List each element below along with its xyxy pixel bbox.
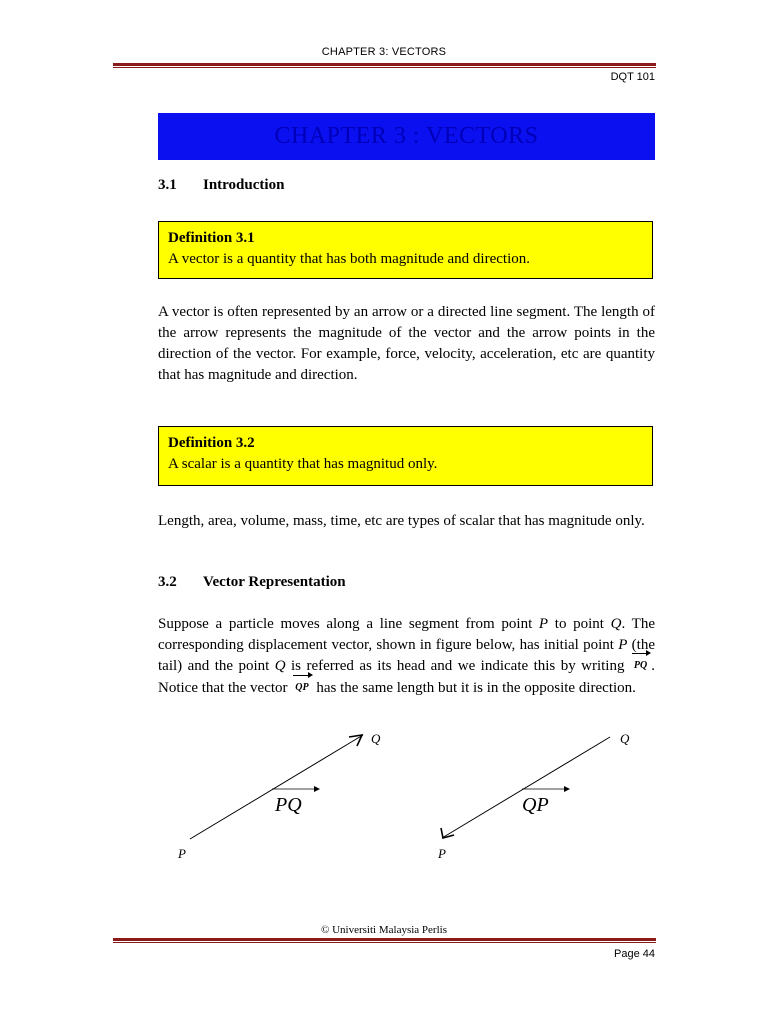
footer-rule <box>113 938 656 941</box>
definition-title: Definition 3.2 <box>168 435 255 451</box>
section-number: 3.1 <box>158 177 177 193</box>
section-title: Vector Representation <box>203 574 346 590</box>
point-p-label: P <box>178 846 186 861</box>
header-rule <box>113 63 656 66</box>
vector-notation: PQ <box>630 655 651 676</box>
header-rule-thin <box>113 67 656 68</box>
text-run: Suppose a particle moves along a line segment from point <box>158 616 539 632</box>
vector-qp-line <box>442 737 610 838</box>
definition-box-vector <box>158 221 653 279</box>
vector-pq-label: PQ <box>275 794 302 816</box>
paragraph-vector-representation <box>158 614 655 700</box>
section-heading-vector-representation <box>158 574 346 591</box>
course-code: DQT 101 <box>610 71 655 83</box>
chapter-banner <box>158 113 655 160</box>
vector-qp-notation-arrow <box>564 786 570 792</box>
point-label: Q <box>274 658 286 674</box>
page-number: Page 44 <box>614 948 655 960</box>
running-header-title: CHAPTER 3: VECTORS <box>321 46 447 58</box>
point-q-label: Q <box>371 731 381 746</box>
vector-figure <box>160 725 650 870</box>
point-p-label: P <box>438 846 446 861</box>
vector-pq-diagram <box>177 731 381 861</box>
vector-qp-label: QP <box>522 794 549 816</box>
vector-pq-line <box>190 735 363 839</box>
definition-box-scalar <box>158 426 653 486</box>
footer-copyright: © Universiti Malaysia Perlis <box>321 924 447 936</box>
text-run: to point <box>548 616 611 632</box>
text-run: has the same length but it is in the opposite direction. <box>312 680 636 696</box>
point-label: P <box>618 637 628 653</box>
text-run: is referred as its head and we indicate this by writing <box>285 658 630 674</box>
vector-qp-arrowhead <box>441 828 454 838</box>
paragraph-vector-description: A vector is often represented by an arrow or a directed line segment. The length of the arrow represents the magnitude of the vector and the arrow points in the direction of the vector. For example, force, velocity, acceleration, etc are quantity that has magnitude and direction. <box>158 304 655 383</box>
vector-notation: QP <box>291 677 312 698</box>
vector-qp-diagram <box>437 731 630 861</box>
section-number: 3.2 <box>158 574 177 590</box>
text-run: (the tail) and the point <box>158 637 655 674</box>
section-title: Introduction <box>203 177 285 193</box>
definition-text: A scalar is a quantity that has magnitud only. <box>168 456 438 472</box>
text-run: . Notice that the vector <box>158 658 655 696</box>
point-label: Q <box>610 616 622 632</box>
footer-rule-thin <box>113 942 656 943</box>
definition-text: A vector is a quantity that has both magnitude and direction. <box>168 251 530 267</box>
point-label: P <box>538 616 549 632</box>
text-run: . The corresponding displacement vector, shown in figure below, has initial point <box>158 616 655 653</box>
paragraph-scalar-description: Length, area, volume, mass, time, etc are types of scalar that has magnitude only. <box>158 513 645 529</box>
chapter-banner-title: CHAPTER 3 : VECTORS <box>274 123 539 149</box>
definition-title: Definition 3.1 <box>168 230 255 246</box>
point-q-label: Q <box>620 731 630 746</box>
section-heading-introduction <box>158 177 284 194</box>
vector-pq-notation-arrow <box>314 786 320 792</box>
